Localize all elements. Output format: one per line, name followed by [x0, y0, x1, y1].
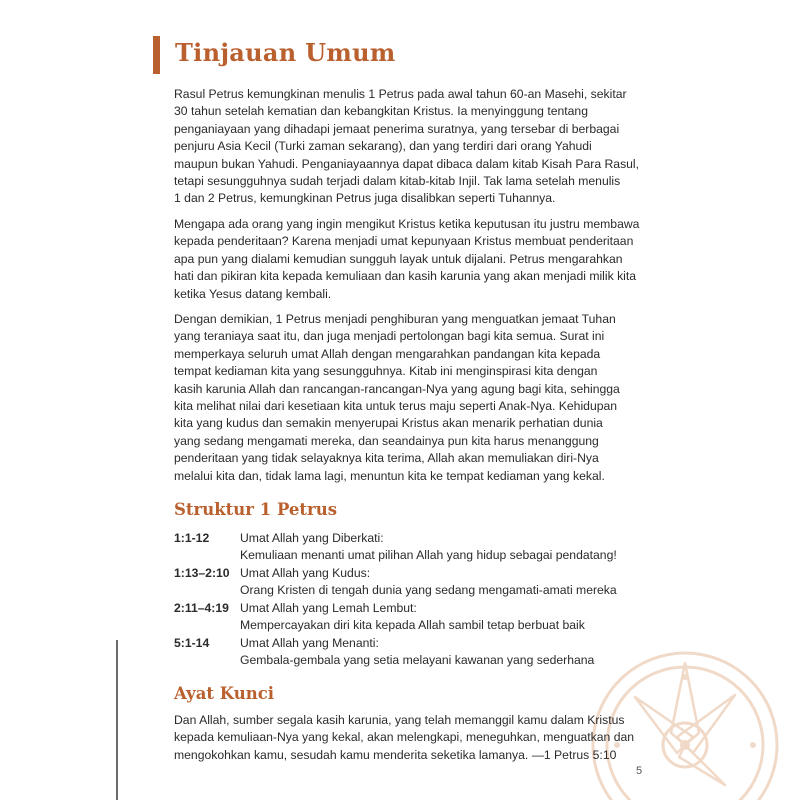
text-line: melalui kita dan, tidak lama lagi, menuntun kita ke tempat kediaman yang kekal.: [174, 468, 605, 483]
structure-row-description: Gembala-gembala yang setia melayani kawanan yang sederhana: [240, 653, 595, 668]
text-line: Dan Allah, sumber segala kasih karunia, yang telah memanggil kamu dalam Kristus: [174, 713, 625, 727]
overview-paragraph-3: [174, 311, 646, 485]
structure-row-heading: Umat Allah yang Lemah Lembut:: [240, 601, 417, 615]
text-line: 30 tahun setelah kematian dan kebangkitan Kristus. Ia menyinggung tentang: [174, 104, 588, 119]
structure-row-description: Kemuliaan menanti umat pilihan Allah yang hidup sebagai pendatang!: [240, 548, 617, 563]
text-line: yang sedang mengamati mereka, dan seandainya pun kita harus menanggung: [174, 433, 599, 448]
structure-reference: 5:1-14: [174, 636, 210, 650]
text-line: mengokohkan kamu, sesudah kamu menderita seketika lamanya. —1 Petrus 5:10: [174, 747, 617, 762]
key-verse-text: [174, 712, 646, 764]
structure-row-description: Mempercayakan diri kita kepada Allah sambil tetap berbuat baik: [240, 618, 585, 633]
text-line: Dengan demikian, 1 Petrus menjadi penghiburan yang menguatkan jemaat Tuhan: [174, 312, 616, 326]
text-line: tempat kediaman kita yang sesungguhnya. Kitab ini menginspirasi kita dengan: [174, 364, 598, 379]
text-line: kepada kemuliaan-Nya yang kekal, akan melengkapi, meneguhkan, menguatkan dan: [174, 730, 635, 745]
page-edge-rule: [116, 640, 118, 800]
structure-row-heading: Umat Allah yang Diberkati:: [240, 531, 384, 545]
overview-paragraph-1: [174, 86, 646, 208]
text-line: penjuru Asia Kecil (Turki zaman sekarang), dan yang terdiri dari orang Yahudi: [174, 139, 592, 154]
text-line: Rasul Petrus kemungkinan menulis 1 Petrus pada awal tahun 60-an Masehi, sekitar: [174, 87, 627, 101]
text-line: penderitaan yang tidak selayaknya kita terima, Allah akan memuliakan diri-Nya: [174, 451, 599, 466]
page-title: Tinjauan Umum: [175, 38, 396, 67]
structure-reference: 2:11–4:19: [174, 601, 229, 615]
text-line: hati dan pikiran kita kepada kemuliaan dan kasih karunia yang akan menjadi milik kita: [174, 269, 637, 284]
structure-row: [174, 565, 654, 600]
text-line: Mengapa ada orang yang ingin mengikut Kristus ketika keputusan itu justru membawa: [174, 217, 640, 231]
page-number: 5: [636, 765, 643, 777]
text-line: kita yang kudus dan semakin menyerupai Kristus akan menarik perhatian dunia: [174, 416, 603, 431]
structure-reference: 1:13–2:10: [174, 566, 230, 580]
text-line: kita melihat nilai dari kesetiaan kita untuk terus maju seperti Anak-Nya. Kehidupan: [174, 399, 618, 414]
overview-paragraph-2: [174, 216, 646, 303]
text-line: kepada penderitaan? Karena menjadi umat kepunyaan Kristus membuat penderitaan: [174, 234, 634, 249]
text-line: penganiayaan yang dihadapi jemaat penerima suratnya, yang tersebar di berbagai: [174, 121, 620, 136]
structure-reference: 1:1-12: [174, 531, 210, 545]
text-line: maupun bukan Yahudi. Penganiayaannya dapat dibaca dalam kitab Kisah Para Rasul,: [174, 156, 640, 171]
title-accent-bar: [153, 36, 160, 74]
key-verse-heading: Ayat Kunci: [174, 684, 275, 703]
structure-heading: Struktur 1 Petrus: [174, 500, 338, 519]
text-line: 1 dan 2 Petrus, kemungkinan Petrus juga disalibkan seperti Tuhannya.: [174, 191, 556, 206]
text-line: memperkaya seluruh umat Allah dengan mengarahkan pandangan kita kepada: [174, 346, 601, 361]
structure-row: [174, 530, 654, 565]
text-line: tetapi sesungguhnya sudah terjadi dalam kitab-kitab Injil. Tak lama setelah menulis: [174, 174, 621, 189]
structure-row-description: Orang Kristen di tengah dunia yang sedang mengamati-amati mereka: [240, 583, 617, 598]
structure-row-heading: Umat Allah yang Menanti:: [240, 636, 379, 650]
text-line: kasih karunia Allah dan rancangan-rancangan-Nya yang agung bagi kita, sehingga: [174, 381, 620, 396]
text-line: yang teraniaya saat itu, dan juga menjadi pertolongan bagi kita semua. Surat ini: [174, 329, 605, 344]
text-line: ketika Yesus datang kembali.: [174, 286, 332, 301]
structure-row-heading: Umat Allah yang Kudus:: [240, 566, 371, 580]
text-line: apa pun yang dialami kemudian sungguh layak untuk dijalani. Petrus mengarahkan: [174, 251, 623, 266]
